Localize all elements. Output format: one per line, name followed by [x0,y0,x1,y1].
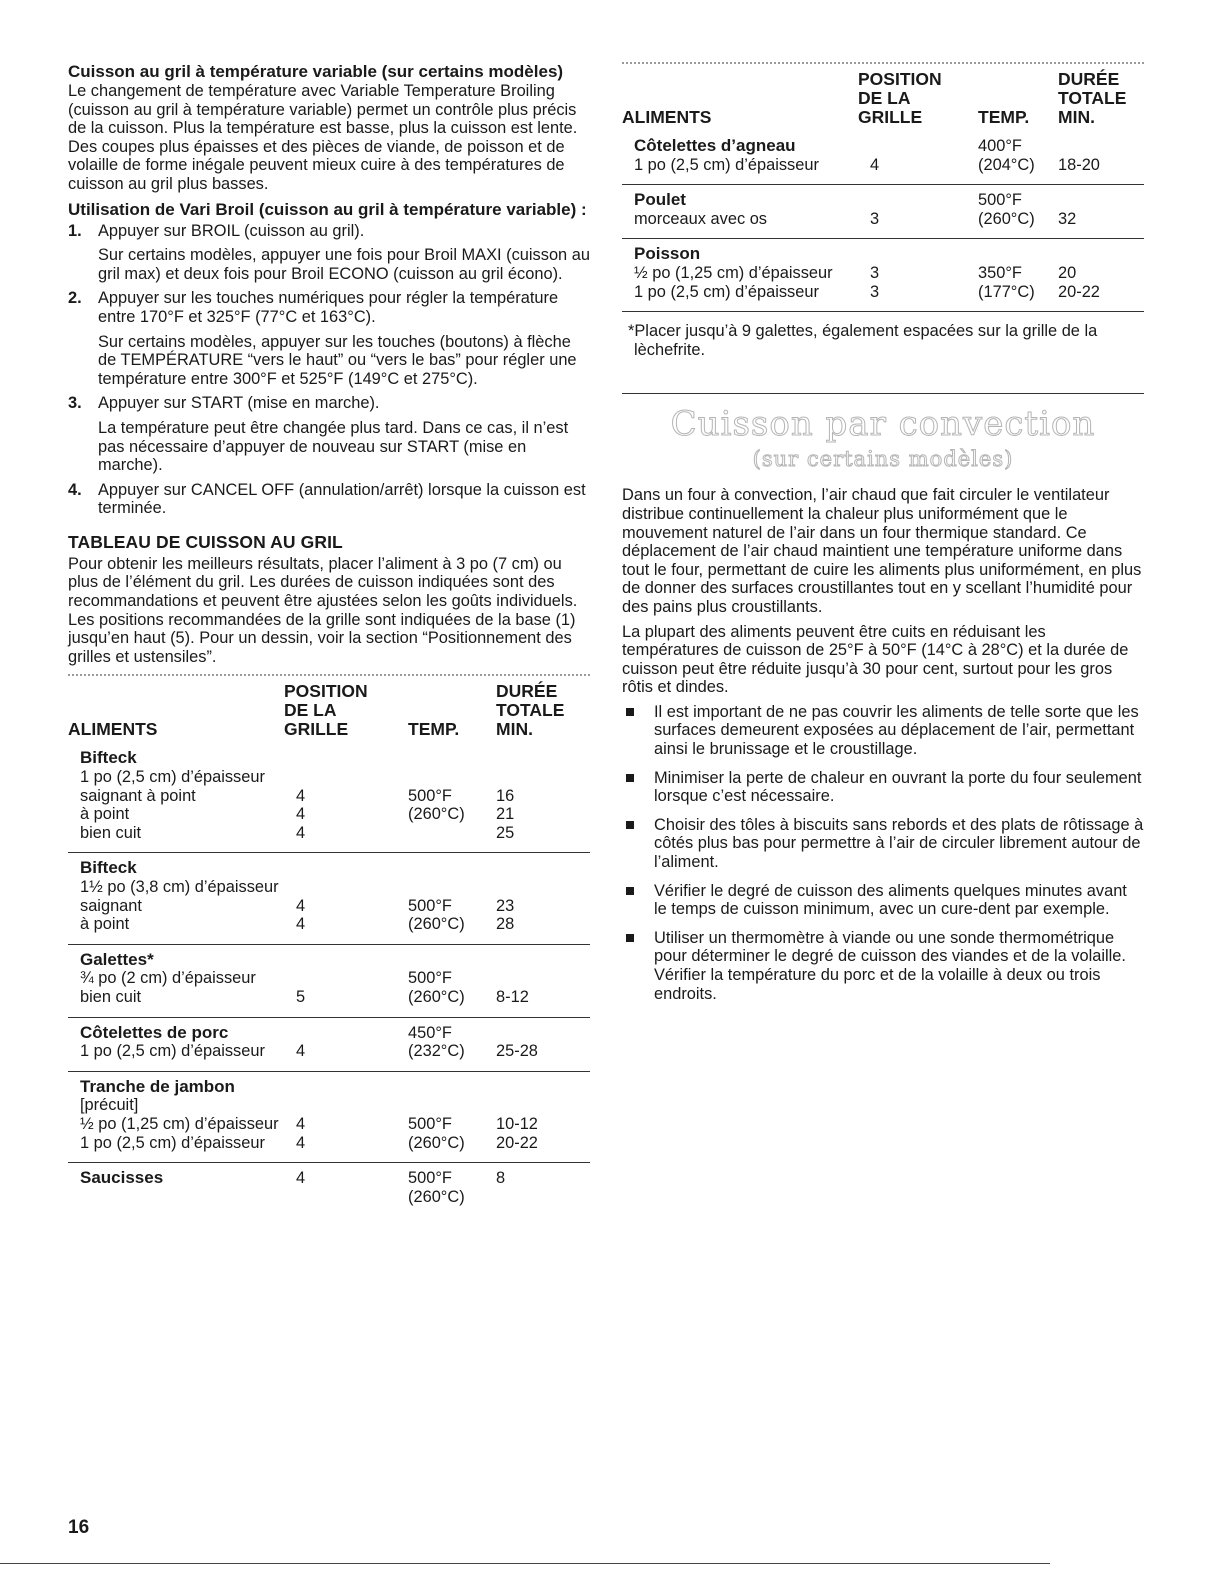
time-cell [496,944,590,1017]
position-cell [284,944,408,1017]
food-position [296,1078,408,1097]
temperature: (260°C) [408,987,465,1006]
temperature [408,1096,496,1115]
cook-time: 10-12 [496,1114,538,1133]
rack-position [296,878,408,897]
footer-rule [0,1563,1050,1564]
food-time [496,951,590,970]
position-cell [284,1017,408,1071]
food-cell [68,743,284,852]
cook-time: 20 [1058,263,1077,282]
tip-item [622,703,1144,759]
food-temp: 500°F [978,191,1022,210]
step-number: 1. [68,221,82,240]
step-number: 2. [68,289,82,308]
header-food: ALIMENTS [68,719,158,740]
bullet-square-icon [626,887,634,895]
step-number: 4. [68,480,82,499]
temperature [408,768,496,787]
temperature: (260°C) [408,805,465,824]
time-cell [1058,185,1144,239]
temperature [408,824,496,843]
food-time [496,1078,590,1097]
food-name: Tranche de jambon [80,1076,235,1096]
temp-cell [408,853,496,944]
bullet-square-icon [626,774,634,782]
rack-position: 4 [296,915,306,934]
food-description: [précuit] [80,1096,139,1115]
step-item [68,289,590,388]
header-position: POSITION DE LA GRILLE [858,69,942,127]
table2-bottom-rule [622,311,1144,312]
convection-subtitle: (sur certains modèles) [752,447,1014,472]
rack-position [296,1188,408,1207]
food-temp: 500°F [408,1169,452,1188]
food-description: 1½ po (3,8 cm) d’épaisseur [80,878,279,896]
tip-text: Utiliser un thermomètre à viande ou une sonde thermométrique pour déterminer le degré de cuisson des viandes et de la volaille. Vérifier la température du porc et de la volaille à deux ou trois endroits. [654,928,1126,1003]
cook-time: 25-28 [496,1042,538,1061]
cook-time: 28 [496,915,515,934]
food-position [296,951,408,970]
time-cell [1058,239,1144,311]
food-temp: 450°F [408,1023,452,1042]
rack-position: 4 [296,786,306,805]
section-divider [622,393,1144,394]
time-cell [496,1163,590,1217]
food-name: Poulet [634,190,686,210]
food-name: Côtelettes de porc [80,1022,229,1042]
food-group-row [622,239,1144,311]
rack-position [296,1096,408,1115]
temp-cell [408,1017,496,1071]
temperature [408,878,496,897]
header-position: POSITION DE LA GRILLE [284,681,368,740]
food-cell [622,239,858,311]
food-group-row [68,853,590,944]
temp-cell [408,1071,496,1162]
step-item [68,222,590,284]
cook-time: 32 [1058,209,1077,228]
food-description: bien cuit [80,823,142,842]
bullet-square-icon [626,934,634,942]
food-temp [408,1078,496,1097]
food-name: Saucisses [80,1168,164,1188]
position-cell [858,239,978,311]
food-temp [408,951,496,970]
table2-header-row [622,64,1144,131]
rack-position: 3 [870,263,880,282]
temperature: 500°F [408,1114,452,1133]
cook-time: 20-22 [1058,282,1100,301]
tip-item [622,882,1144,919]
header-food: ALIMENTS [622,107,712,127]
broil-table [68,676,590,1216]
temp-cell [408,1163,496,1217]
position-cell [284,1163,408,1217]
broil-table-intro: Pour obtenir les meilleurs résultats, placer l’aliment à 3 po (7 cm) ou plus de l’élément du gril. Les durées de cuisson indiquées sont des recommandations et peuvent être ajustées selon les goûts individuels. Les positions recommandées de la grille sont indiquées de la base (1) jusqu’en haut (5). Pour un dessin, voir la section “Positionnement des grilles et ustensiles”. [68,554,578,666]
temp-cell [408,743,496,852]
convection-tips-list [622,703,1144,1003]
convection-para-2: La plupart des aliments peuvent être cuits en réduisant les températures de cuisson de 25°F à 50°F (14°C à 28°C) et la durée de cuisson peut être réduite jusqu’à 30 pour cent, surtout pour les gros rôtis et dindes. [622,622,1129,697]
food-description: 1 po (2,5 cm) d’épaisseur [634,282,819,301]
temperature: 500°F [408,786,452,805]
food-description: 1 po (2,5 cm) d’épaisseur [80,768,265,787]
food-temp [978,245,1058,264]
header-temp: TEMP. [978,107,1030,127]
temp-cell [408,944,496,1017]
step-text: Appuyer sur START (mise en marche). [98,394,380,413]
temp-cell [978,131,1058,185]
food-group-row [68,743,590,852]
temperature: 500°F [408,896,452,915]
food-description: bien cuit [80,987,142,1006]
rack-position: 4 [870,155,880,174]
step-text: Appuyer sur CANCEL OFF (annulation/arrêt) lorsque la cuisson est terminée. [98,480,586,518]
temp-cell [978,185,1058,239]
convection-para-1: Dans un four à convection, l’air chaud que fait circuler le ventilateur distribue continuellement la chaleur plus uniformément que le mouvement naturel de l’air dans un four thermique standard. Ce déplacement de l’air chaud maintient une température uniforme dans tout le four, permettant de cuire les aliments plus uniformément, en plus de donner des surfaces croustillantes tout en y scellant l’humidité pour des pains plus croustillants. [622,486,1142,616]
header-time: DURÉE TOTALE MIN. [496,681,565,740]
cook-time [496,768,590,787]
step-item [68,394,590,474]
patties-footnote: *Placer jusqu’à 9 galettes, également espacées sur la grille de la lèchefrite. [628,322,1098,359]
food-cell [622,185,858,239]
cook-time: 23 [496,896,515,915]
cook-time: 8-12 [496,987,529,1006]
rack-position: 4 [296,896,306,915]
food-description: saignant à point [80,786,196,805]
header-time: DURÉE TOTALE MIN. [1058,69,1127,127]
table-header-row [68,676,590,743]
convection-title: Cuisson par convection [670,404,1096,445]
tip-text: Minimiser la perte de chaleur en ouvrant la porte du four seulement lorsque c’est nécessaire. [654,768,1142,806]
food-cell [622,131,858,185]
cook-time [496,969,590,988]
position-cell [858,185,978,239]
step-detail: La température peut être changée plus tard. Dans ce cas, il n’est pas nécessaire d’appuyer de nouveau sur START (mise en marche). [98,418,569,475]
food-description: à point [80,915,130,934]
food-cell [68,1163,284,1217]
food-position [870,191,978,210]
bullet-square-icon [626,708,634,716]
rack-position [296,768,408,787]
cook-time: 25 [496,823,515,842]
rack-position: 4 [296,823,306,842]
food-position [296,859,408,878]
food-description: 1 po (2,5 cm) d’épaisseur [80,1133,265,1152]
tip-item [622,769,1144,806]
rack-position: 4 [296,1133,306,1152]
food-position [870,137,978,156]
temperature: (260°C) [408,915,465,934]
food-description: ¾ po (2 cm) d’épaisseur [80,969,256,988]
cook-time [496,1188,590,1207]
position-cell [284,853,408,944]
food-position: 4 [296,1169,306,1188]
food-name: Bifteck [80,858,137,878]
steps-list [68,222,590,518]
food-name: Poisson [634,244,701,264]
food-group-row [68,1163,590,1217]
food-position [870,245,978,264]
page-number: 16 [68,1517,90,1538]
tip-text: Il est important de ne pas couvrir les aliments de telle sorte que les surfaces demeurent exposées au déplacement de l’air, permettant ainsi le brunissage et le croustillage. [654,702,1139,759]
temperature: (260°C) [978,209,1035,228]
tip-item [622,816,1144,872]
tip-text: Choisir des tôles à biscuits sans rebords et des plats de rôtissage à côtés plus bas pour permettre à l’air de circuler librement autour de l’aliment. [654,815,1144,872]
temperature: 350°F [978,263,1022,282]
right-column [622,62,1144,1013]
food-position [296,749,408,768]
step-item [68,481,590,518]
food-description: 1 po (2,5 cm) d’épaisseur [634,155,819,174]
bullet-square-icon [626,821,634,829]
position-cell [858,131,978,185]
food-description: ½ po (1,25 cm) d’épaisseur [634,263,833,282]
food-cell [68,944,284,1017]
food-cell [68,853,284,944]
temperature: (177°C) [978,282,1035,301]
food-name: Côtelettes d’agneau [634,136,796,155]
tip-text: Vérifier le degré de cuisson des aliments quelques minutes avant le temps de cuisson minimum, avec un cure-dent par exemple. [654,881,1127,919]
position-cell [284,743,408,852]
cook-time [496,878,590,897]
food-group-row [68,1017,590,1071]
temp-cell [978,239,1058,311]
step-number: 3. [68,394,82,413]
food-name: Bifteck [80,748,137,768]
step-detail: Sur certains modèles, appuyer une fois pour Broil MAXI (cuisson au gril max) et deux fois pour Broil ECONO (cuisson au gril écono). [98,246,590,283]
food-time [496,1024,590,1043]
temperature: (204°C) [978,155,1035,174]
rack-position [296,969,408,988]
food-description: à point [80,805,130,824]
food-time [1058,137,1144,156]
rack-position: 3 [870,282,880,301]
broil-table-continued [622,64,1144,311]
food-time: 8 [496,1169,506,1188]
rack-position: 5 [296,987,306,1006]
food-description: morceaux avec os [634,209,768,228]
food-cell [68,1071,284,1162]
cook-time [496,1096,590,1115]
tip-item [622,929,1144,1003]
time-cell [496,853,590,944]
step-text: Appuyer sur BROIL (cuisson au gril). [98,221,365,240]
cook-time: 16 [496,786,515,805]
vari-broil-usage-heading: Utilisation de Vari Broil (cuisson au gril à température variable) : [68,199,587,219]
temperature: 500°F [408,969,452,988]
temperature: (232°C) [408,1042,465,1061]
food-group-row [68,944,590,1017]
rack-position: 4 [296,805,306,824]
temperature: (260°C) [408,1133,465,1152]
food-description: saignant [80,896,142,915]
broil-table-heading: TABLEAU DE CUISSON AU GRIL [68,531,343,552]
rack-position: 4 [296,1042,306,1061]
food-temp [408,859,496,878]
rack-position: 4 [296,1114,306,1133]
food-temp: 400°F [978,137,1022,155]
food-description: 1 po (2,5 cm) d’épaisseur [80,1042,265,1061]
food-group-row [622,131,1144,185]
food-temp [408,749,496,768]
cook-time: 21 [496,805,515,824]
cook-time: 18-20 [1058,155,1100,174]
header-temp: TEMP. [408,719,460,740]
step-detail: Sur certains modèles, appuyer sur les touches (boutons) à flèche de TEMPÉRATURE “vers le haut” ou “vers le bas” pour régler une température entre 300°F et 525°F (149°C et 275°C). [98,332,577,388]
position-cell [284,1071,408,1162]
temperature: (260°C) [408,1187,465,1206]
food-time [496,749,590,768]
food-description [80,1188,284,1207]
food-group-row [68,1071,590,1162]
time-cell [496,1071,590,1162]
food-time [1058,191,1144,210]
variable-broil-heading: Cuisson au gril à température variable (sur certains modèles) [68,62,564,81]
time-cell [496,743,590,852]
rack-position: 3 [870,209,880,228]
time-cell [496,1017,590,1071]
food-time [496,859,590,878]
food-time [1058,245,1144,264]
left-column [68,62,590,1216]
food-name: Galettes* [80,949,154,969]
step-text: Appuyer sur les touches numériques pour régler la température entre 170°F et 325°F (77°C et 163°C). [98,289,559,326]
cook-time: 20-22 [496,1133,538,1152]
time-cell [1058,131,1144,185]
food-group-row [622,185,1144,239]
variable-broil-intro: Le changement de température avec Variable Temperature Broiling (cuisson au gril à température variable) permet un contrôle plus précis de la cuisson. Plus la température est basse, plus la cuisson est lente. Des coupes plus épaisses et des pièces de viande, de poisson et de volaille de forme inégale peuvent mieux cuire à des températures de cuisson au gril plus basses. [68,82,578,193]
food-position [296,1024,408,1043]
food-cell [68,1017,284,1071]
food-description: ½ po (1,25 cm) d’épaisseur [80,1114,279,1133]
